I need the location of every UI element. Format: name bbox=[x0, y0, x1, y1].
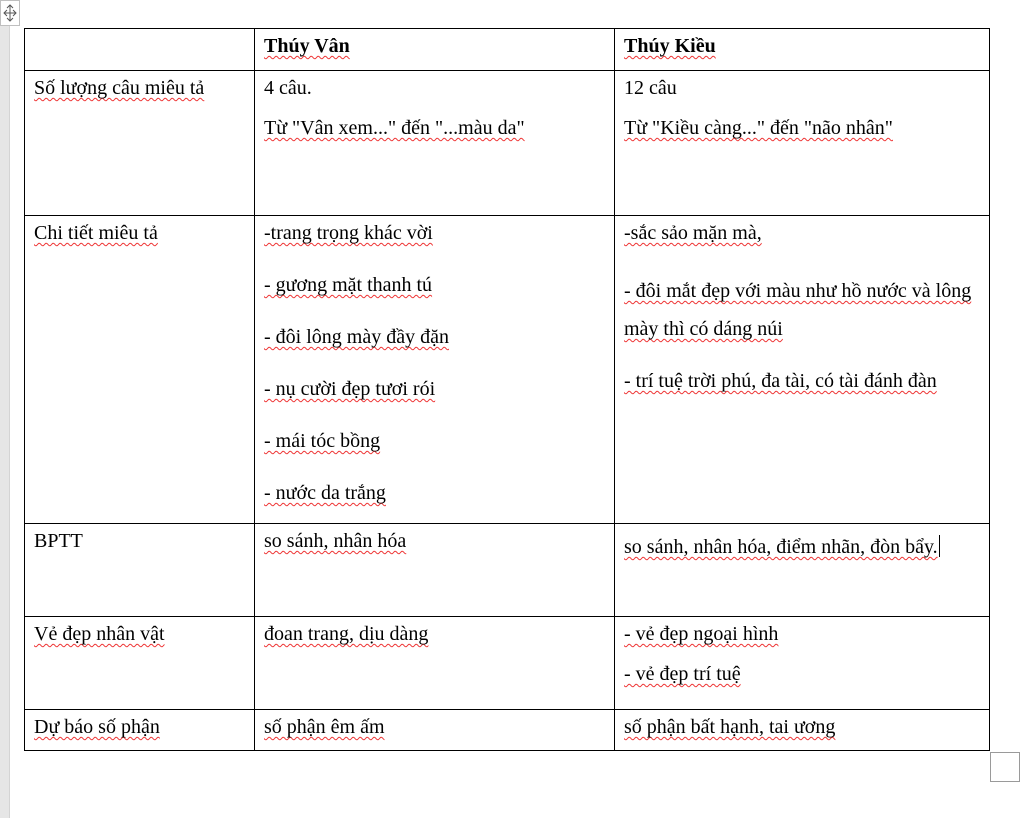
cell-line: Từ "Vân xem..." đến "...màu da" bbox=[264, 117, 525, 139]
van-cell[interactable] bbox=[255, 710, 615, 751]
header-label-thuy-van: Thúy Vân bbox=[264, 35, 350, 57]
table-row bbox=[25, 710, 990, 751]
cell-line: - trí tuệ trời phú, đa tài, có tài đánh đàn bbox=[624, 370, 937, 392]
row-label-cell[interactable] bbox=[25, 71, 255, 216]
row-label-cell[interactable] bbox=[25, 710, 255, 751]
van-cell[interactable] bbox=[255, 617, 615, 710]
cell-line: -trang trọng khác vời bbox=[264, 222, 433, 244]
kieu-cell[interactable] bbox=[615, 524, 990, 617]
cell-line: đoan trang, dịu dàng bbox=[264, 623, 429, 645]
comparison-table bbox=[24, 28, 990, 751]
row-label: BPTT bbox=[34, 530, 83, 552]
header-label-thuy-kieu: Thúy Kiều bbox=[624, 35, 716, 57]
document-left-margin-bar bbox=[0, 0, 10, 818]
cell-line: số phận bất hạnh, tai ương bbox=[624, 716, 836, 738]
row-label-cell[interactable] bbox=[25, 524, 255, 617]
cell-line: -sắc sảo mặn mà, bbox=[624, 222, 762, 244]
cell-line: 4 câu. bbox=[264, 77, 312, 99]
row-label-cell[interactable] bbox=[25, 617, 255, 710]
van-cell[interactable] bbox=[255, 71, 615, 216]
move-arrows-icon bbox=[3, 4, 17, 22]
row-label: Dự báo số phận bbox=[34, 716, 160, 738]
text-cursor bbox=[939, 535, 940, 557]
table-header-row bbox=[25, 29, 990, 71]
cell-line: so sánh, nhân hóa bbox=[264, 530, 407, 552]
kieu-cell[interactable] bbox=[615, 710, 990, 751]
table-row bbox=[25, 71, 990, 216]
cell-line: - đôi mắt đẹp với màu như hồ nước và lông mày thì có dáng núi bbox=[624, 280, 972, 340]
header-cell-thuy-kieu[interactable] bbox=[615, 29, 990, 71]
kieu-cell[interactable] bbox=[615, 71, 990, 216]
cell-line: so sánh, nhân hóa, điểm nhãn, đòn bẩy. bbox=[624, 536, 938, 558]
row-label: Vẻ đẹp nhân vật bbox=[34, 623, 165, 645]
cell-line: - đôi lông mày đầy đặn bbox=[264, 326, 449, 348]
table-row bbox=[25, 216, 990, 524]
cell-line: - nước da trắng bbox=[264, 482, 386, 504]
cell-line: - mái tóc bồng bbox=[264, 430, 381, 452]
van-cell[interactable] bbox=[255, 216, 615, 524]
table-move-handle[interactable] bbox=[0, 0, 20, 26]
kieu-cell[interactable] bbox=[615, 216, 990, 524]
kieu-cell[interactable] bbox=[615, 617, 990, 710]
table-resize-handle[interactable] bbox=[990, 752, 1020, 782]
row-label-cell[interactable] bbox=[25, 216, 255, 524]
cell-line: - gương mặt thanh tú bbox=[264, 274, 433, 296]
cell-line: - nụ cười đẹp tươi rói bbox=[264, 378, 436, 400]
header-cell-empty[interactable] bbox=[25, 29, 255, 71]
row-label: Chi tiết miêu tả bbox=[34, 222, 158, 244]
table-row bbox=[25, 524, 990, 617]
cell-line: - vẻ đẹp trí tuệ bbox=[624, 663, 741, 685]
header-cell-thuy-van[interactable] bbox=[255, 29, 615, 71]
van-cell[interactable] bbox=[255, 524, 615, 617]
table-row bbox=[25, 617, 990, 710]
cell-line: - vẻ đẹp ngoại hình bbox=[624, 623, 779, 645]
cell-line: Từ "Kiều càng..." đến "não nhân" bbox=[624, 117, 893, 139]
cell-line: 12 câu bbox=[624, 77, 677, 99]
row-label: Số lượng câu miêu tả bbox=[34, 77, 205, 99]
cell-line: số phận êm ấm bbox=[264, 716, 385, 738]
